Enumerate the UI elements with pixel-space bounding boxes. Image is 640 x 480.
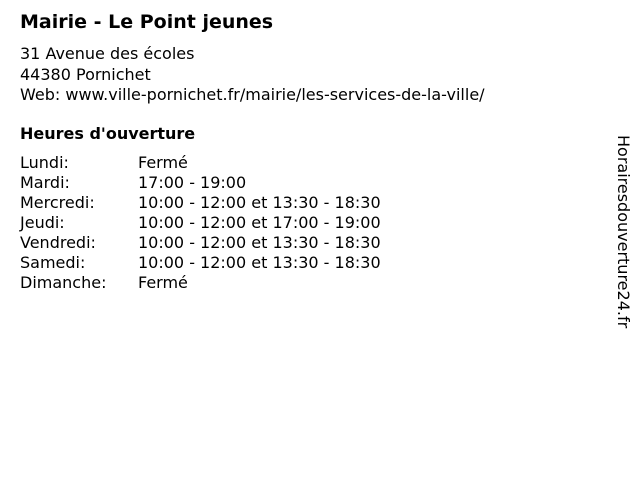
hours-row-thursday <box>20 213 381 233</box>
hours-row-saturday <box>20 253 381 273</box>
hours-row-wednesday <box>20 193 381 213</box>
hours-time: 10:00 - 12:00 et 13:30 - 18:30 <box>138 233 381 252</box>
address-street: 31 Avenue des écoles <box>20 44 195 63</box>
hours-day: Samedi: <box>20 253 86 272</box>
hours-row-tuesday <box>20 173 381 193</box>
address-city: 44380 Pornichet <box>20 64 151 84</box>
hours-heading: Heures d'ouverture <box>20 124 196 143</box>
hours-day: Mardi: <box>20 173 70 192</box>
hours-day: Vendredi: <box>20 233 96 252</box>
hours-time: Fermé <box>138 153 188 172</box>
address-web: Web: www.ville-pornichet.fr/mairie/les-services-de-la-ville/ <box>20 85 485 104</box>
hours-time: Fermé <box>138 273 188 292</box>
hours-day: Mercredi: <box>20 193 95 212</box>
hours-day: Dimanche: <box>20 273 107 292</box>
hours-table <box>20 153 381 293</box>
hours-time: 10:00 - 12:00 et 13:30 - 18:30 <box>138 253 381 272</box>
hours-day: Lundi: <box>20 153 69 172</box>
hours-time: 17:00 - 19:00 <box>138 173 247 192</box>
hours-row-sunday <box>20 273 381 293</box>
page-title: Mairie - Le Point jeunes <box>20 11 274 33</box>
hours-day: Jeudi: <box>20 213 65 232</box>
hours-time: 10:00 - 12:00 et 13:30 - 18:30 <box>138 193 381 212</box>
hours-row-monday <box>20 153 381 173</box>
address-block <box>20 44 485 106</box>
hours-row-friday <box>20 233 381 253</box>
brand-watermark: Horairesdouverture24.fr <box>614 135 633 329</box>
hours-time: 10:00 - 12:00 et 17:00 - 19:00 <box>138 213 381 232</box>
